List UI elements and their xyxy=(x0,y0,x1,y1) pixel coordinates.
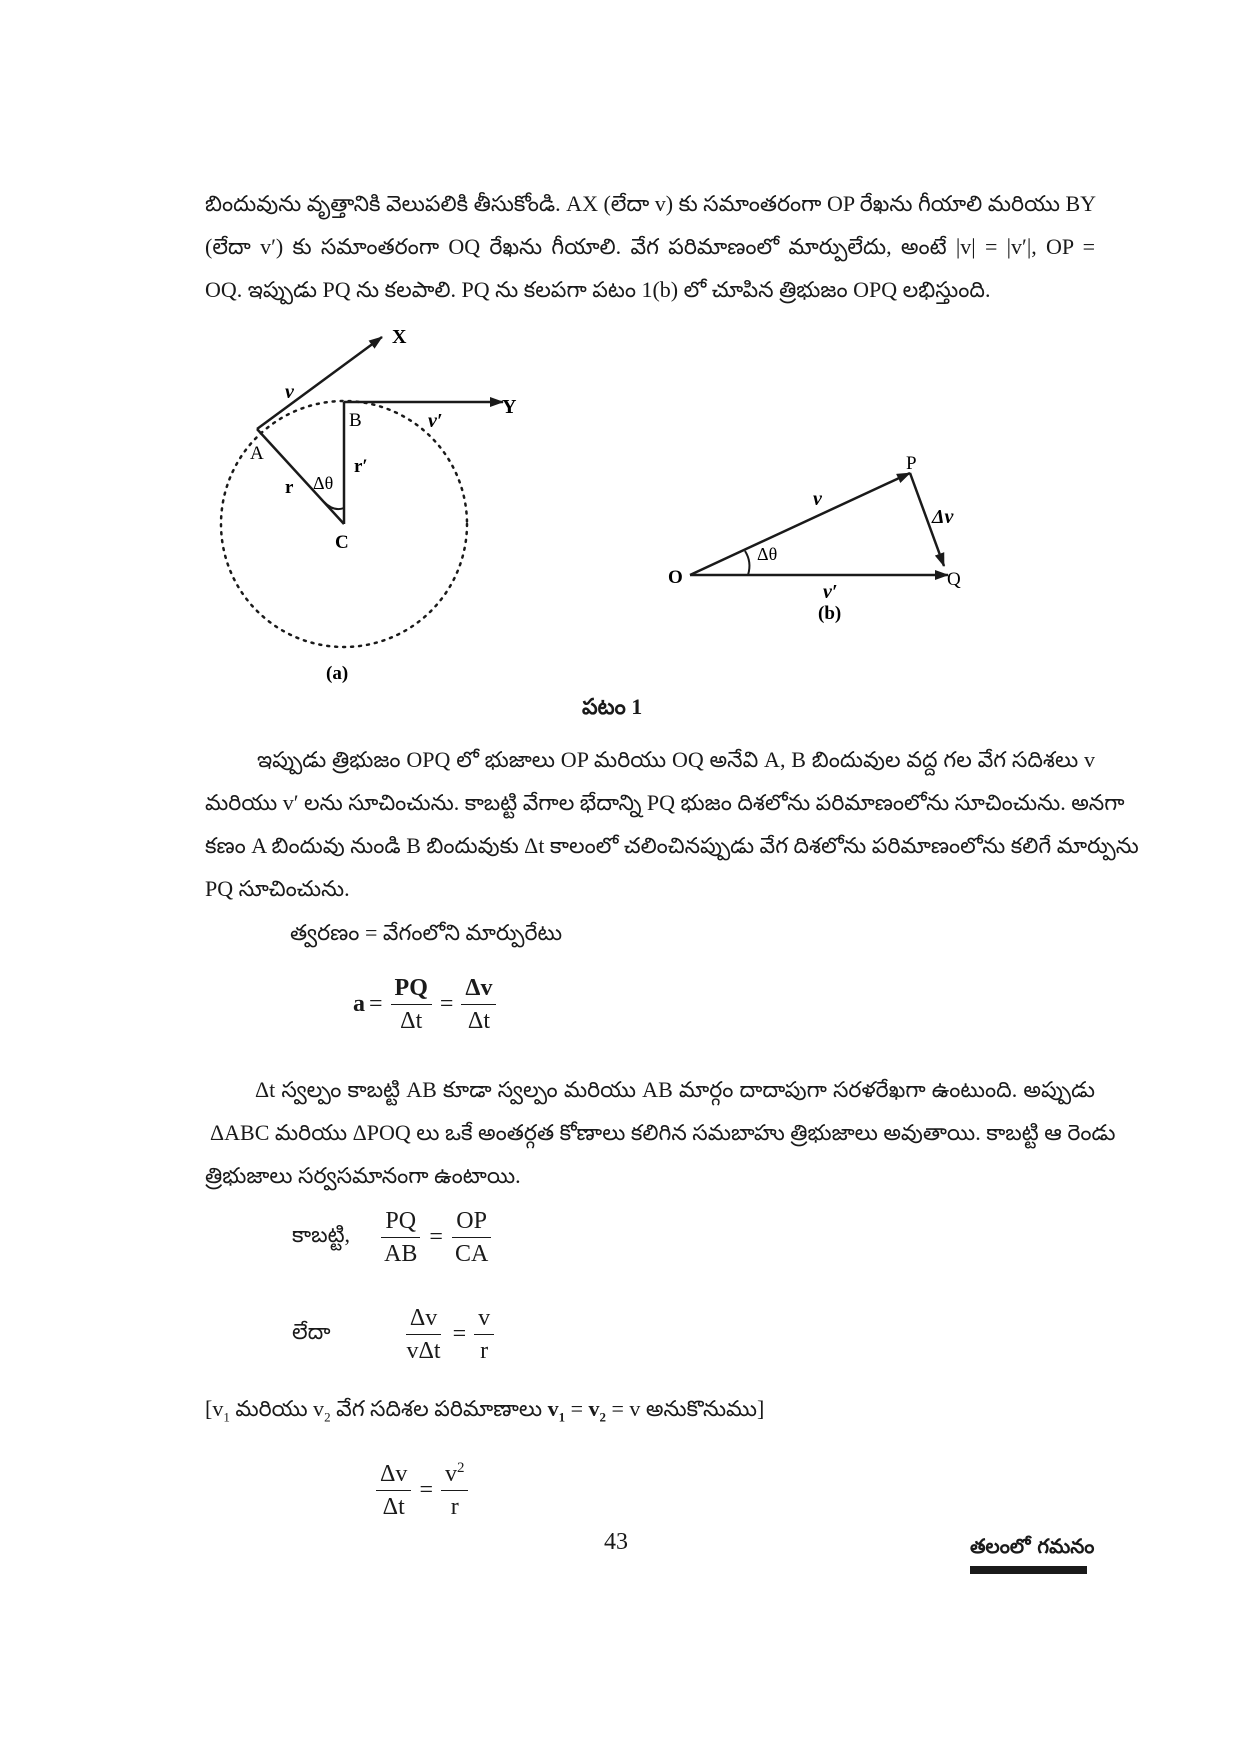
fraction xyxy=(461,975,496,1035)
denominator: r xyxy=(480,1338,489,1365)
acceleration-definition: త్వరణం = వేగంలోని మార్పురేటు xyxy=(290,920,563,945)
paragraph-line: OQ. ఇప్పుడు PQ ను కలపాలి. PQ ను కలపగా పటం 1(b) లో చూపిన త్రిభుజం OPQ లభిస్తుంది. xyxy=(205,277,991,302)
denominator: r xyxy=(450,1494,459,1521)
eq-prefix: కాబట్టి, xyxy=(292,1222,351,1248)
numerator: Δv xyxy=(376,1461,411,1491)
figure-caption: పటం 1 xyxy=(582,694,643,719)
fraction xyxy=(441,1460,469,1521)
eq-sign: = xyxy=(369,991,383,1018)
paragraph-line: Δt స్వల్పం కాబట్టి AB కూడా స్వల్పం మరియు AB మార్గం దాదాపుగా సరళరేఖగా ఉంటుంది. అప్పుడు xyxy=(255,1077,1095,1102)
vector-v xyxy=(690,473,910,575)
label-C: C xyxy=(335,532,349,553)
denominator: Δt xyxy=(400,1008,423,1035)
numerator-exponent: 2 xyxy=(456,1460,465,1476)
note-text: వేగ సదిశల పరిమాణాలు xyxy=(330,1396,548,1421)
equation-velocity-ratio xyxy=(292,1305,498,1365)
paragraph-line: ఇప్పుడు త్రిభుజం OPQ లో భుజాలు OP మరియు OQ అనేవి A, B బిందువుల వద్ద గల వేగ సదిశలు v xyxy=(257,747,1095,772)
label-v-prime: v′ xyxy=(428,410,443,432)
note-subscript: 1 xyxy=(223,1409,230,1425)
fraction xyxy=(402,1305,444,1365)
figure-a xyxy=(205,320,545,685)
label-P: P xyxy=(906,453,917,474)
paragraph-line: PQ సూచించును. xyxy=(205,876,350,901)
eq-sign: = xyxy=(439,991,454,1018)
note-subscript: 2 xyxy=(599,1409,606,1425)
vector-v xyxy=(257,337,382,429)
label-v: v xyxy=(285,381,294,403)
paragraph-3 xyxy=(205,1068,1116,1197)
label-b: (b) xyxy=(818,603,842,624)
numerator-base: v xyxy=(444,1461,457,1487)
note-bold: v xyxy=(547,1396,559,1421)
paragraph-line: కణం A బిందువు నుండి B బిందువుకు Δt కాలంలో చలించినప్పుడు వేగ దిశలోను పరిమాణంలోను కలిగే మార్పును xyxy=(205,833,1139,858)
numerator: PQ xyxy=(391,975,432,1005)
eq-prefix: లేదా xyxy=(292,1319,331,1345)
paragraph-line: మరియు v′ లను సూచించును. కాబట్టి వేగాల భేదాన్ని PQ భుజం దిశలోను పరిమాణంలోను సూచించును. అనగా xyxy=(205,790,1125,815)
note-bold: v xyxy=(588,1396,600,1421)
paragraph-2 xyxy=(205,738,1139,910)
numerator: v xyxy=(474,1305,494,1335)
label-B: B xyxy=(349,410,362,431)
note-text: [v xyxy=(205,1396,224,1421)
denominator: CA xyxy=(454,1241,489,1268)
label-dtheta: Δθ xyxy=(757,544,778,564)
fraction xyxy=(391,975,432,1035)
label-X: X xyxy=(392,326,407,348)
angle-arc xyxy=(745,551,749,575)
book-title-underline xyxy=(970,1566,1087,1574)
eq-sign: = xyxy=(419,1476,433,1503)
label-O: O xyxy=(668,567,683,588)
equation-acceleration xyxy=(353,975,500,1035)
label-Q: Q xyxy=(947,569,961,590)
label-v: v xyxy=(813,488,822,510)
paragraph-1 xyxy=(205,182,1095,311)
label-delta-v: Δv xyxy=(932,506,954,528)
fraction xyxy=(474,1305,494,1365)
note-subscript: 2 xyxy=(324,1409,331,1425)
fraction xyxy=(376,1461,411,1521)
numerator: Δv xyxy=(461,975,496,1005)
equation-ratio xyxy=(292,1208,496,1268)
note-subscript: 1 xyxy=(558,1409,566,1425)
note-text: = v అనుకొనుము] xyxy=(606,1396,765,1421)
denominator: Δt xyxy=(467,1008,490,1035)
label-A: A xyxy=(250,443,264,464)
page-number: 43 xyxy=(604,1529,628,1555)
velocity-note xyxy=(205,1396,764,1427)
fraction xyxy=(451,1208,492,1268)
label-Y: Y xyxy=(502,396,517,418)
angle-arc xyxy=(324,502,344,509)
paragraph-line: ΔABC మరియు ΔPOQ లు ఒకే అంతర్గత కోణాలు కలిగిన సమబాహు త్రిభుజాలు అవుతాయి. కాబట్టి ఆ రెండు xyxy=(210,1120,1116,1145)
label-r-prime: r′ xyxy=(354,456,368,477)
eq-lhs: a xyxy=(353,991,365,1018)
book-title: తలంలో గమనం xyxy=(970,1534,1095,1558)
paragraph-line: బిందువును వృత్తానికి వెలుపలికి తీసుకోండి. AX (లేదా v) కు సమాంతరంగా OP రేఖను గీయాలి మరియు BY xyxy=(205,191,1097,216)
numerator: OP xyxy=(452,1208,491,1238)
label-r: r xyxy=(285,477,294,498)
note-text: మరియు v xyxy=(229,1396,325,1421)
eq-sign: = xyxy=(452,1321,467,1348)
fraction xyxy=(380,1208,421,1268)
denominator: AB xyxy=(384,1241,418,1268)
label-dtheta: Δθ xyxy=(313,473,334,493)
paragraph-line: (లేదా v′) కు సమాంతరంగా OQ రేఖను గీయాలి. వేగ పరిమాణంలో మార్పులేదు, అంటే |v| = |v′|, OP = xyxy=(205,234,1095,259)
eq-sign: = xyxy=(429,1224,443,1251)
label-a: (a) xyxy=(326,663,349,684)
denominator: vΔt xyxy=(406,1338,441,1365)
label-v-prime: v′ xyxy=(823,581,838,603)
equation-centripetal xyxy=(372,1460,472,1521)
numerator: Δv xyxy=(406,1305,441,1335)
figure-b xyxy=(665,450,975,630)
paragraph-line: త్రిభుజాలు సర్వసమానంగా ఉంటాయి. xyxy=(205,1163,521,1188)
numerator xyxy=(441,1460,469,1491)
denominator: Δt xyxy=(382,1493,405,1520)
note-text: = xyxy=(565,1396,589,1421)
numerator: PQ xyxy=(381,1208,420,1238)
